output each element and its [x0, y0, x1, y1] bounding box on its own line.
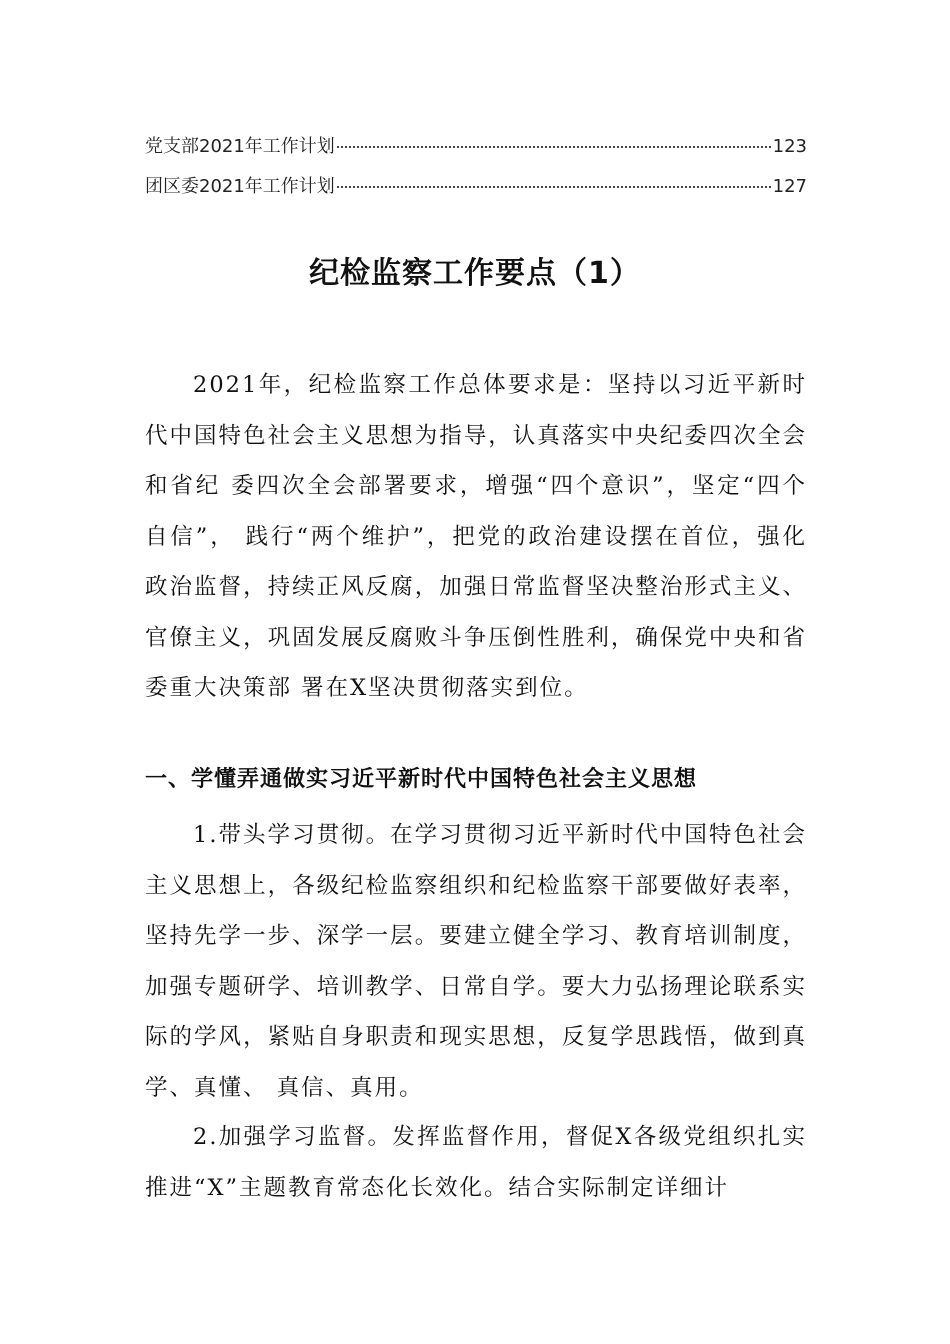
toc-entry-page: 127: [772, 176, 807, 197]
toc-leader-dots: [337, 186, 771, 188]
toc-entry-title: 党支部2021年工作计划: [145, 136, 335, 157]
table-of-contents: [145, 132, 807, 212]
intro-paragraph: 2021年，纪检监察工作总体要求是：坚持以习近平新时代中国特色社会主义思想为指导，认真落实中央纪委四次全会和省纪 委四次全会部署要求，增强“四个意识”，坚定“四个自信”， 践行“两个维护”，把党的政治建设摆在首位，强化政治监督，持续正风反腐，加强日常监督坚决整治形式主义、官僚主义，巩固发展反腐败斗争压倒性胜利，确保党中央和省委重大决策部 署在X坚决贯彻落实到位。: [145, 372, 807, 701]
item-paragraph-2: 2.加强学习监督。发挥监督作用，督促X各级党组织扎实推进“X”主题教育常态化长效化。结合实际制定详细计: [145, 1124, 807, 1201]
document-title: 纪检监察工作要点（1）: [309, 256, 641, 291]
toc-entry[interactable]: [145, 132, 807, 172]
toc-entry-title: 团区委2021年工作计划: [145, 176, 335, 197]
toc-entry[interactable]: [145, 172, 807, 212]
section-heading: 一、学懂弄通做实习近平新时代中国特色社会主义思想: [145, 767, 698, 792]
toc-entry-page: 123: [772, 136, 807, 157]
toc-leader-dots: [337, 146, 771, 148]
item-paragraph-1: 1.带头学习贯彻。在学习贯彻习近平新时代中国特色社会主义思想上，各级纪检监察组织和纪检监察干部要做好表率，坚持先学一步、深学一层。要建立健全学习、教育培训制度，加强专题研学、培训教学、日常自学。要大力弘扬理论联系实际的学风，紧贴自身职责和现实思想，反复学思践悟，做到真学、真懂、 真信、真用。: [145, 822, 807, 1101]
